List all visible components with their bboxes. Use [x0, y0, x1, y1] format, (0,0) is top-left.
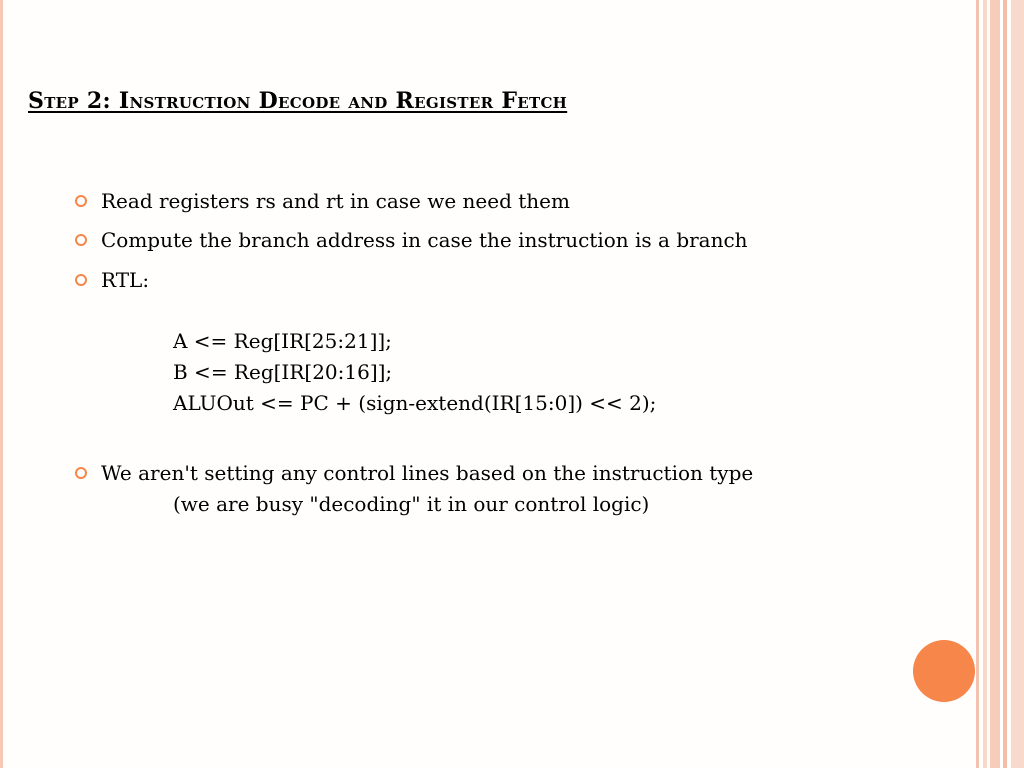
slide-title: Step 2: Instruction Decode and Register Fetch — [28, 88, 568, 114]
decorative-stripe — [1011, 0, 1024, 768]
rtl-line: B <= Reg[IR[20:16]]; — [173, 360, 393, 384]
bullet-icon — [75, 274, 87, 286]
bullet-text: Read registers rs and rt in case we need them — [101, 189, 570, 213]
decorative-stripe — [1003, 0, 1007, 768]
decorative-stripe — [976, 0, 979, 768]
bullet-icon — [75, 234, 87, 246]
bullet-text: Compute the branch address in case the instruction is a branch — [101, 228, 748, 252]
decorative-stripe — [990, 0, 1000, 768]
left-border — [0, 0, 3, 768]
rtl-line: A <= Reg[IR[25:21]]; — [173, 329, 392, 353]
bullet-icon — [75, 195, 87, 207]
decorative-circle — [913, 640, 975, 702]
bullet-text: RTL: — [101, 268, 150, 292]
bullet-icon — [75, 467, 87, 479]
decorative-stripe — [983, 0, 987, 768]
bullet-text: We aren't setting any control lines based on the instruction type — [101, 461, 754, 485]
bullet-continuation: (we are busy "decoding" it in our control logic) — [173, 492, 650, 516]
rtl-line: ALUOut <= PC + (sign-extend(IR[15:0]) << 2); — [173, 391, 657, 415]
